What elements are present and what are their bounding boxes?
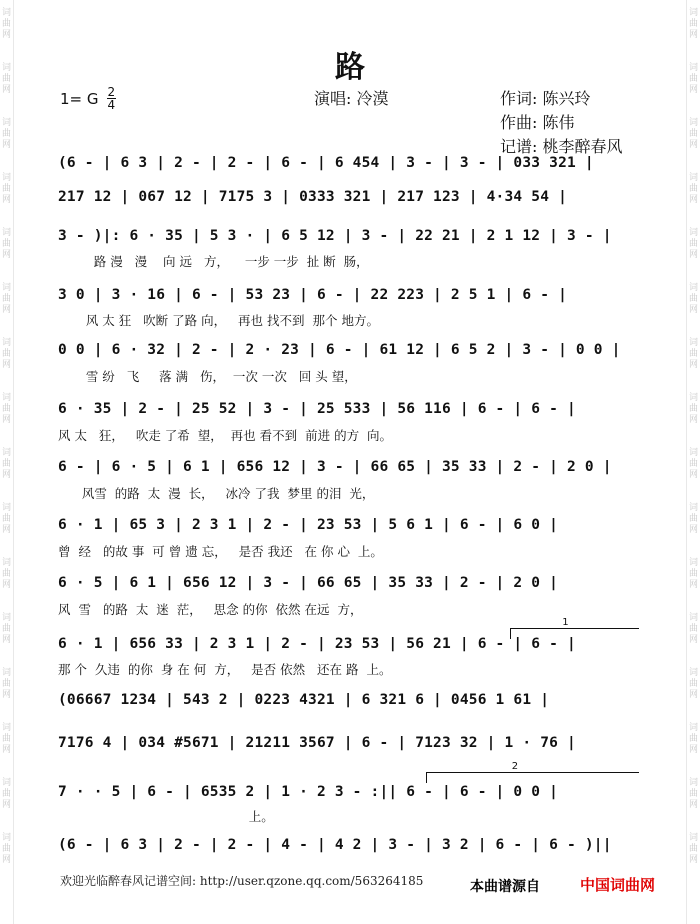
score-row: 3 0 | 3 · 16 | 6 - | 53 23 | 6 - | 22 223 | 2 5 1 | 6 - |	[58, 287, 567, 303]
watermark-glyph: 网	[688, 690, 698, 700]
watermark-glyph: 词	[688, 173, 698, 183]
watermark-glyph: 曲	[1, 19, 11, 29]
watermark-glyph: 词	[1, 778, 11, 788]
watermark-glyph: 网	[1, 525, 11, 535]
volta-1-label: 1	[562, 617, 569, 628]
watermark-glyph: 网	[1, 470, 11, 480]
watermark-glyph: 词	[688, 393, 698, 403]
song-title: 路	[335, 50, 365, 85]
time-signature-denominator: 4	[107, 98, 116, 112]
watermark-glyph: 词	[1, 173, 11, 183]
watermark-glyph: 曲	[1, 514, 11, 524]
watermark-glyph: 网	[1, 580, 11, 590]
watermark-glyph: 网	[688, 85, 698, 95]
watermark-glyph: 词	[1, 393, 11, 403]
watermark-glyph: 词	[688, 283, 698, 293]
watermark-glyph: 网	[688, 580, 698, 590]
watermark-glyph: 词	[1, 503, 11, 513]
time-signature-numerator: 2	[107, 85, 116, 99]
watermark-glyph: 曲	[688, 74, 698, 84]
watermark-glyph: 词	[1, 833, 11, 843]
right-watermark-strip	[686, 0, 700, 924]
lyric-line: 风雪 的路 太 漫 长， 冰冷 了我 梦里 的泪 光，	[58, 486, 375, 501]
score-row: (6 - | 6 3 | 2 - | 2 - | 4 - | 4 2 | 3 - | 3 2 | 6 - | 6 - )||	[58, 837, 612, 853]
lyric-line: 路 漫 漫 向 远 方， 一步 一步 扯 断 肠，	[58, 254, 369, 269]
watermark-glyph: 网	[688, 360, 698, 370]
watermark-glyph: 网	[1, 140, 11, 150]
watermark-glyph: 词	[688, 63, 698, 73]
watermark-glyph: 词	[1, 228, 11, 238]
watermark-glyph: 词	[688, 338, 698, 348]
watermark-glyph: 曲	[688, 569, 698, 579]
watermark-glyph: 词	[1, 338, 11, 348]
watermark-glyph: 网	[1, 195, 11, 205]
footer-welcome-text: 欢迎光临醉春风记谱空间: http://user.qzone.qq.com/563264185	[60, 874, 424, 888]
score-row: 7 · · 5 | 6 - | 6535 2 | 1 · 2 3 - :|| 6 - | 6 - | 0 0 |	[58, 784, 559, 800]
watermark-glyph: 词	[688, 228, 698, 238]
watermark-glyph: 曲	[1, 844, 11, 854]
watermark-glyph: 词	[1, 558, 11, 568]
watermark-glyph: 曲	[1, 679, 11, 689]
lyricist-credit: 作词: 陈兴玲	[500, 89, 591, 108]
watermark-glyph: 网	[1, 85, 11, 95]
watermark-glyph: 曲	[1, 129, 11, 139]
key-signature: 1= G	[60, 89, 99, 108]
score-row: 7176 4 | 034 #5671 | 21211 3567 | 6 - | 7123 32 | 1 · 76 |	[58, 735, 576, 751]
watermark-glyph: 网	[1, 745, 11, 755]
watermark-glyph: 曲	[1, 184, 11, 194]
watermark-glyph: 词	[1, 118, 11, 128]
watermark-glyph: 词	[688, 448, 698, 458]
watermark-glyph: 曲	[1, 624, 11, 634]
lyric-line: 曾 经 的故 事 可 曾 遗 忘， 是否 我还 在 你 心 上。	[58, 544, 383, 559]
footer-brand-link[interactable]: 中国词曲网	[580, 876, 656, 894]
watermark-glyph: 曲	[688, 349, 698, 359]
watermark-glyph: 网	[1, 635, 11, 645]
watermark-glyph: 网	[688, 140, 698, 150]
key-and-time-signature	[60, 86, 116, 111]
lyric-line: 风 太 狂， 吹走 了希 望， 再也 看不到 前进 的方 向。	[58, 428, 393, 443]
watermark-glyph: 网	[1, 415, 11, 425]
watermark-glyph: 网	[688, 415, 698, 425]
watermark-glyph: 词	[1, 8, 11, 18]
score-row: 6 · 1 | 65 3 | 2 3 1 | 2 - | 23 53 | 5 6 1 | 6 - | 6 0 |	[58, 517, 559, 533]
watermark-glyph: 词	[1, 283, 11, 293]
time-signature	[107, 86, 117, 111]
watermark-glyph: 网	[1, 360, 11, 370]
volta-bracket-2	[426, 761, 639, 783]
watermark-glyph: 曲	[688, 624, 698, 634]
watermark-glyph: 网	[688, 745, 698, 755]
watermark-glyph: 网	[688, 305, 698, 315]
watermark-glyph: 词	[1, 448, 11, 458]
watermark-glyph: 网	[688, 855, 698, 865]
lyric-line: 上。	[58, 809, 274, 824]
transcriber-credit: 记谱: 桃李醉春风	[500, 137, 623, 156]
watermark-glyph: 网	[688, 30, 698, 40]
lyric-line: 雪 纷 飞 落 满 伤， 一次 一次 回 头 望，	[58, 369, 357, 384]
lyric-line: 风 太 狂 吹断 了路 向， 再也 找不到 那个 地方。	[58, 313, 379, 328]
watermark-glyph: 词	[688, 8, 698, 18]
watermark-glyph: 网	[688, 470, 698, 480]
watermark-glyph: 词	[688, 723, 698, 733]
watermark-glyph: 词	[688, 778, 698, 788]
watermark-glyph: 网	[688, 800, 698, 810]
composer-credit: 作曲: 陈伟	[500, 113, 575, 132]
watermark-glyph: 曲	[1, 789, 11, 799]
watermark-glyph: 曲	[688, 844, 698, 854]
watermark-glyph: 曲	[1, 569, 11, 579]
watermark-glyph: 词	[688, 558, 698, 568]
watermark-glyph: 曲	[688, 184, 698, 194]
watermark-glyph: 曲	[688, 679, 698, 689]
score-row: (06667 1234 | 543 2 | 0223 4321 | 6 321 6 | 0456 1 61 |	[58, 692, 550, 708]
watermark-glyph: 曲	[688, 789, 698, 799]
watermark-glyph: 网	[688, 195, 698, 205]
lyric-line: 风 雪 的路 太 迷 茫， 思念 的你 依然 在远 方，	[58, 602, 363, 617]
watermark-glyph: 曲	[1, 294, 11, 304]
watermark-glyph: 词	[688, 503, 698, 513]
watermark-glyph: 网	[1, 690, 11, 700]
watermark-glyph: 词	[1, 613, 11, 623]
watermark-glyph: 网	[1, 855, 11, 865]
watermark-glyph: 词	[688, 613, 698, 623]
watermark-glyph: 词	[1, 723, 11, 733]
watermark-glyph: 曲	[688, 734, 698, 744]
watermark-glyph: 曲	[688, 129, 698, 139]
watermark-glyph: 词	[1, 63, 11, 73]
singer-credit: 演唱: 冷漠	[314, 89, 389, 108]
watermark-glyph: 词	[688, 668, 698, 678]
volta-2-label: 2	[511, 761, 519, 772]
score-row: 0 0 | 6 · 32 | 2 - | 2 · 23 | 6 - | 61 12 | 6 5 2 | 3 - | 0 0 |	[58, 342, 621, 358]
watermark-glyph: 曲	[688, 404, 698, 414]
watermark-glyph: 曲	[1, 74, 11, 84]
watermark-glyph: 曲	[688, 294, 698, 304]
watermark-glyph: 曲	[688, 514, 698, 524]
watermark-glyph: 网	[1, 30, 11, 40]
score-row: 6 - | 6 · 5 | 6 1 | 656 12 | 3 - | 66 65 | 35 33 | 2 - | 2 0 |	[58, 459, 612, 475]
watermark-glyph: 网	[1, 800, 11, 810]
lyric-line: 那 个 久违 的你 身 在 何 方， 是否 依然 还在 路 上。	[58, 662, 392, 677]
watermark-glyph: 词	[688, 833, 698, 843]
watermark-glyph: 网	[1, 250, 11, 260]
watermark-glyph: 词	[688, 118, 698, 128]
watermark-glyph: 曲	[1, 349, 11, 359]
watermark-glyph: 曲	[688, 19, 698, 29]
watermark-glyph: 曲	[1, 239, 11, 249]
watermark-glyph: 曲	[1, 459, 11, 469]
watermark-glyph: 网	[688, 525, 698, 535]
watermark-glyph: 曲	[1, 734, 11, 744]
score-row: 6 · 1 | 656 33 | 2 3 1 | 2 - | 23 53 | 56 21 | 6 - | 6 - |	[58, 636, 576, 652]
watermark-glyph: 词	[1, 668, 11, 678]
score-row: 6 · 35 | 2 - | 25 52 | 3 - | 25 533 | 56 116 | 6 - | 6 - |	[58, 401, 576, 417]
score-row: 6 · 5 | 6 1 | 656 12 | 3 - | 66 65 | 35 33 | 2 - | 2 0 |	[58, 575, 559, 591]
watermark-glyph: 曲	[688, 239, 698, 249]
watermark-glyph: 网	[1, 305, 11, 315]
score-row: (6 - | 6 3 | 2 - | 2 - | 6 - | 6 454 | 3 - | 3 - | 033 321 |	[58, 155, 594, 171]
watermark-glyph: 曲	[688, 459, 698, 469]
footer-source-label: 本曲谱源自	[470, 879, 540, 895]
watermark-glyph: 网	[688, 250, 698, 260]
watermark-glyph: 网	[688, 635, 698, 645]
score-row: 217 12 | 067 12 | 7175 3 | 0333 321 | 217 123 | 4·34 54 |	[58, 189, 567, 205]
left-watermark-strip	[0, 0, 14, 924]
score-row: 3 - )|: 6 · 35 | 5 3 · | 6 5 12 | 3 - | 22 21 | 2 1 12 | 3 - |	[58, 228, 612, 244]
watermark-glyph: 曲	[1, 404, 11, 414]
